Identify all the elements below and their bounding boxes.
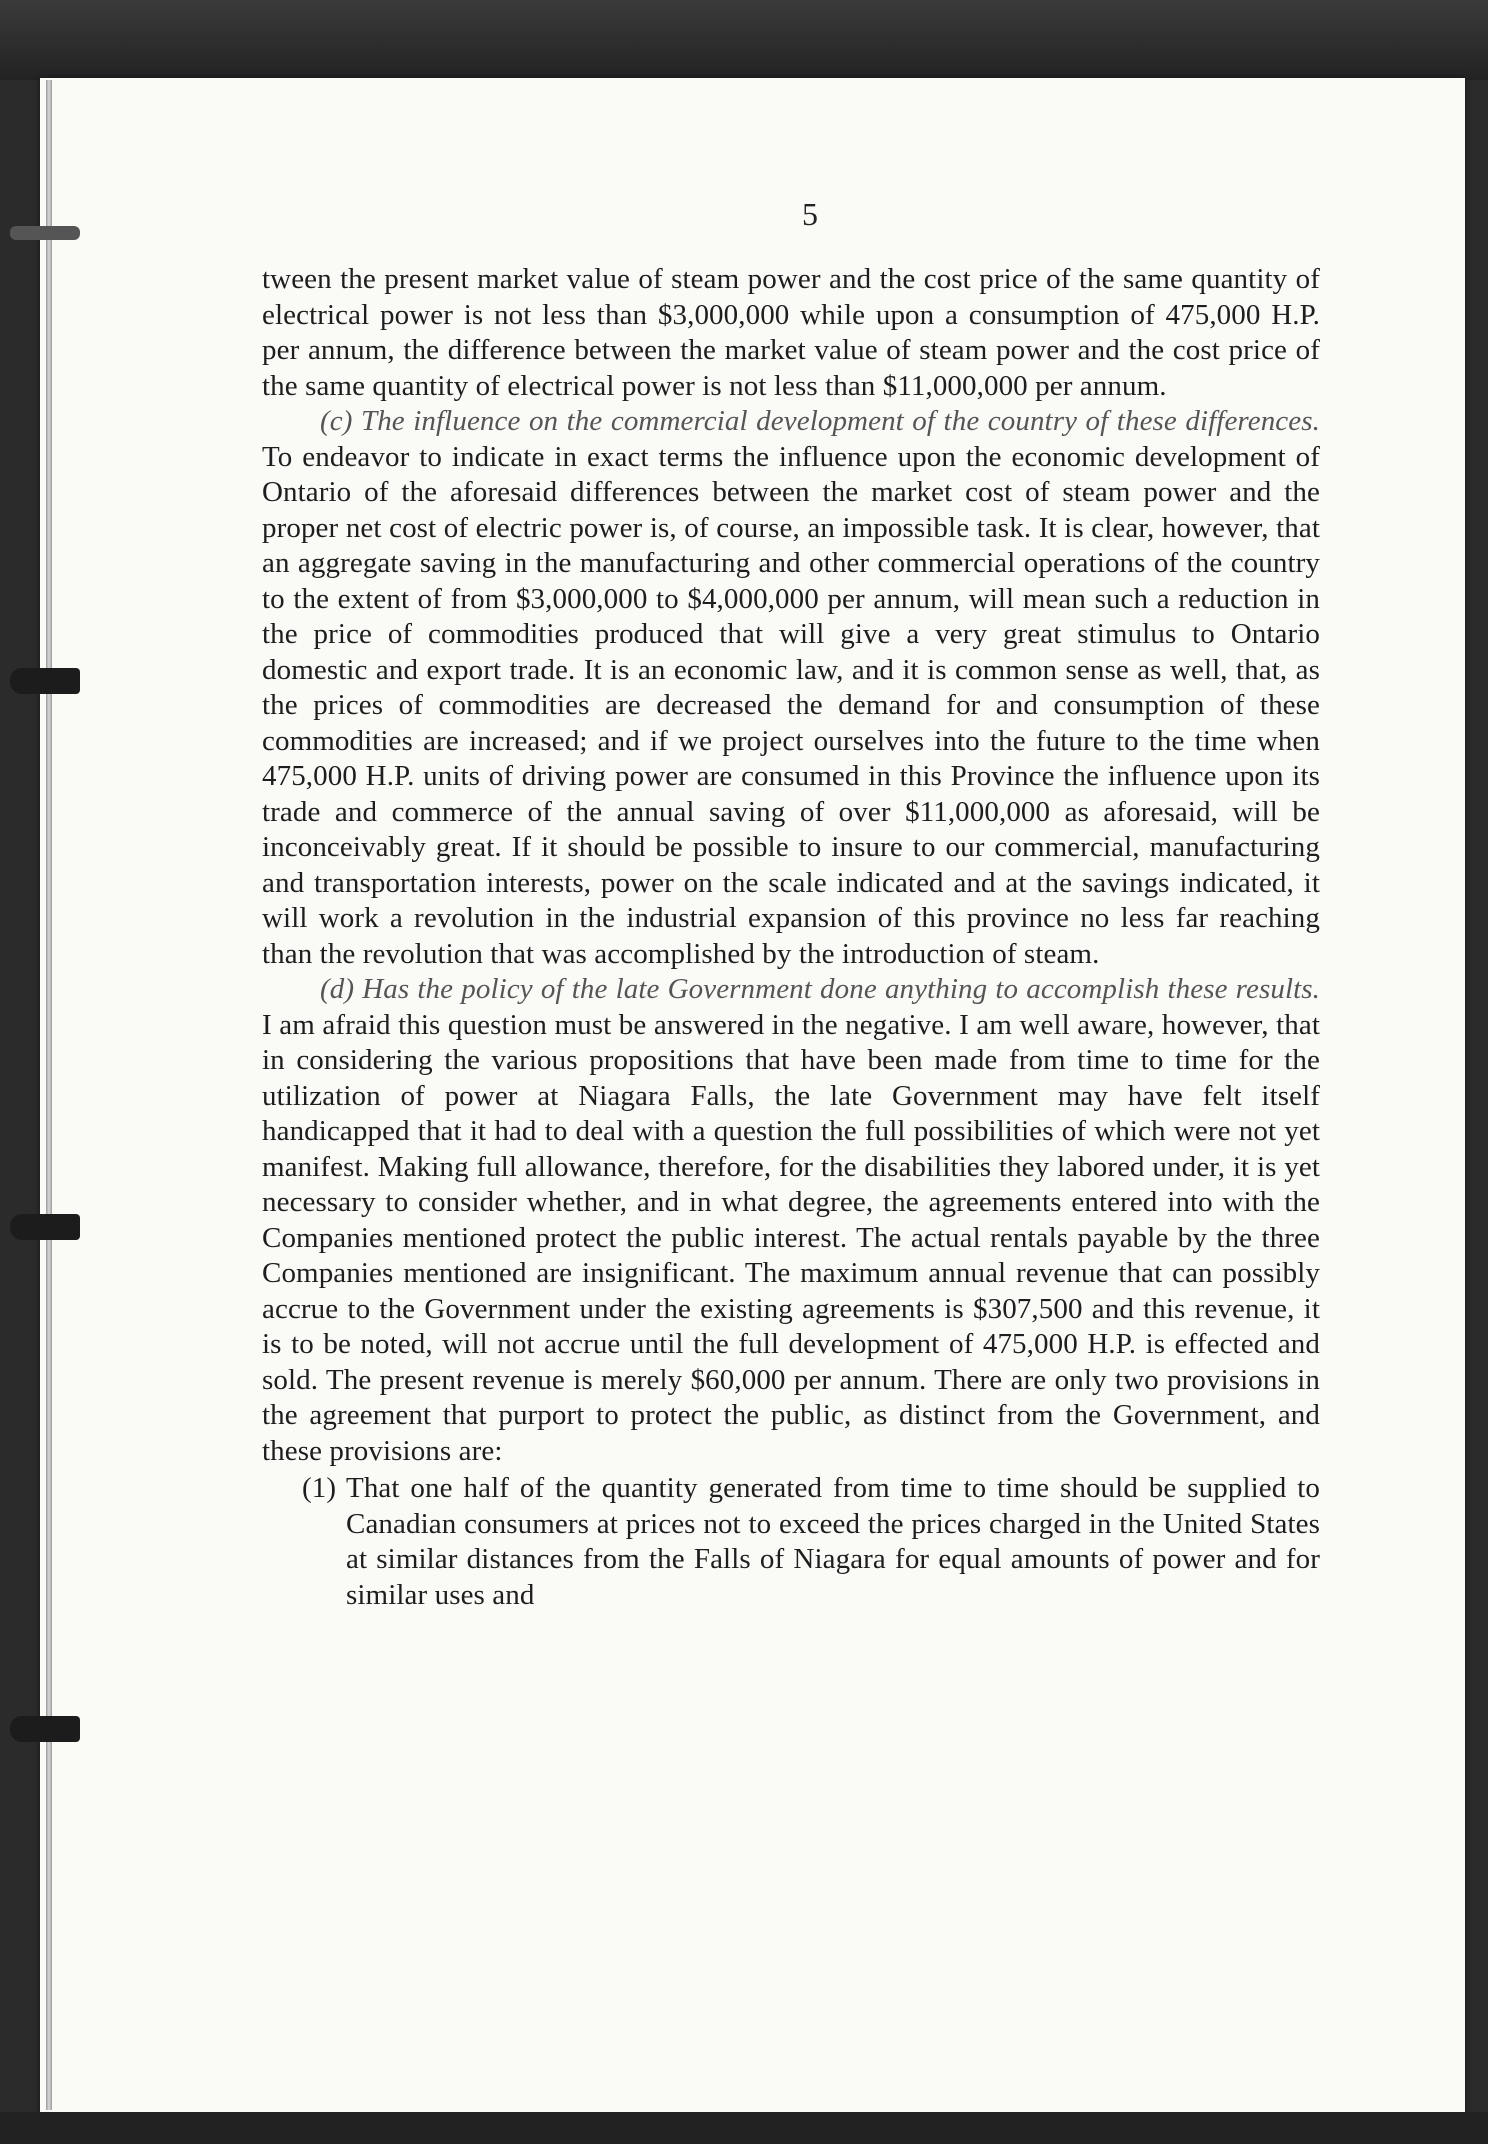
binding-clip [10, 1716, 80, 1742]
section-heading-d: (d) Has the policy of the late Government done anything to accomplish these results. [320, 973, 1320, 1005]
page-binding [46, 80, 52, 2110]
body-text [262, 262, 1320, 1613]
provision-text: That one half of the quantity generated from time to time should be supplied to Canadian consumers at prices not to exceed the prices charged in the United States at similar distances from the Falls of Niagara for equal amounts of power and for similar uses and [346, 1472, 1320, 1611]
paragraph-c-body: To endeavor to indicate in exact terms the influence upon the economic development of Ontario of the aforesaid differences between the market cost of steam power and the proper net cost of electric power is, of course, an impossible task. It is clear, however, that an aggregate saving in the manufacturing and other commercial operations of the country to the extent of from $3,000,000 to $4,000,000 per annum, will mean such a reduction in the price of commodities produced that will give a very great stimulus to Ontario domestic and export trade. It is an economic law, and it is common sense as well, that, as the prices of commodities are decreased the demand for and consumption of these commodities are increased; and if we project ourselves into the future to the time when 475,000 H.P. units of driving power are consumed in this Province the influence upon its trade and commerce of the annual saving of over $11,000,000 as aforesaid, will be inconceivably great. If it should be possible to insure to our commercial, manufacturing and transportation interests, power on the scale indicated and at the savings indicated, it will work a revolution in the industrial expansion of this province no less far reaching than the revolution that was accomplished by the introduction of steam. [262, 440, 1320, 970]
section-heading-c: (c) The influence on the commercial development of the country of these differences. [320, 405, 1320, 437]
paragraph-d-body: I am afraid this question must be answered in the negative. I am well aware, however, that in considering the various propositions that have been made from time to time for the utilization of power at Niagara Falls, the late Government may have felt itself handicapped that it had to deal with a question the full possibilities of which were not yet manifest. Making full allowance, therefore, for the disabilities they labored under, it is yet necessary to consider whether, and in what degree, the agreements entered into with the Companies mentioned protect the public interest. The actual rentals payable by the three Companies mentioned are insignificant. The maximum annual revenue that can possibly accrue to the Government under the existing agreements is $307,500 and this revenue, it is to be noted, will not accrue until the full development of 475,000 H.P. is effected and sold. The present revenue is merely $60,000 per annum. There are only two provisions in the agreement that purport to protect the public, as distinct from the Government, and these provisions are: [262, 1008, 1320, 1467]
paragraph-continued: tween the present market value of steam power and the cost price of the same quantity of electrical power is not less than $3,000,000 while upon a consumption of 475,000 H.P. per annum, the difference between the market value of steam power and the cost price of the same quantity of electrical power is not less than $11,000,000 per annum. [262, 263, 1320, 402]
binding-clip [10, 226, 80, 240]
binding-clip [10, 1214, 80, 1240]
provision-number: (1) [302, 1472, 337, 1504]
paragraph-d [262, 972, 1320, 1469]
page-number: 5 [802, 196, 818, 232]
scan-bottom-edge [0, 2112, 1488, 2144]
paragraph-c [262, 404, 1320, 972]
binding-clip [10, 668, 80, 694]
provision-item [262, 1471, 1320, 1613]
scan-top-edge [0, 0, 1488, 80]
